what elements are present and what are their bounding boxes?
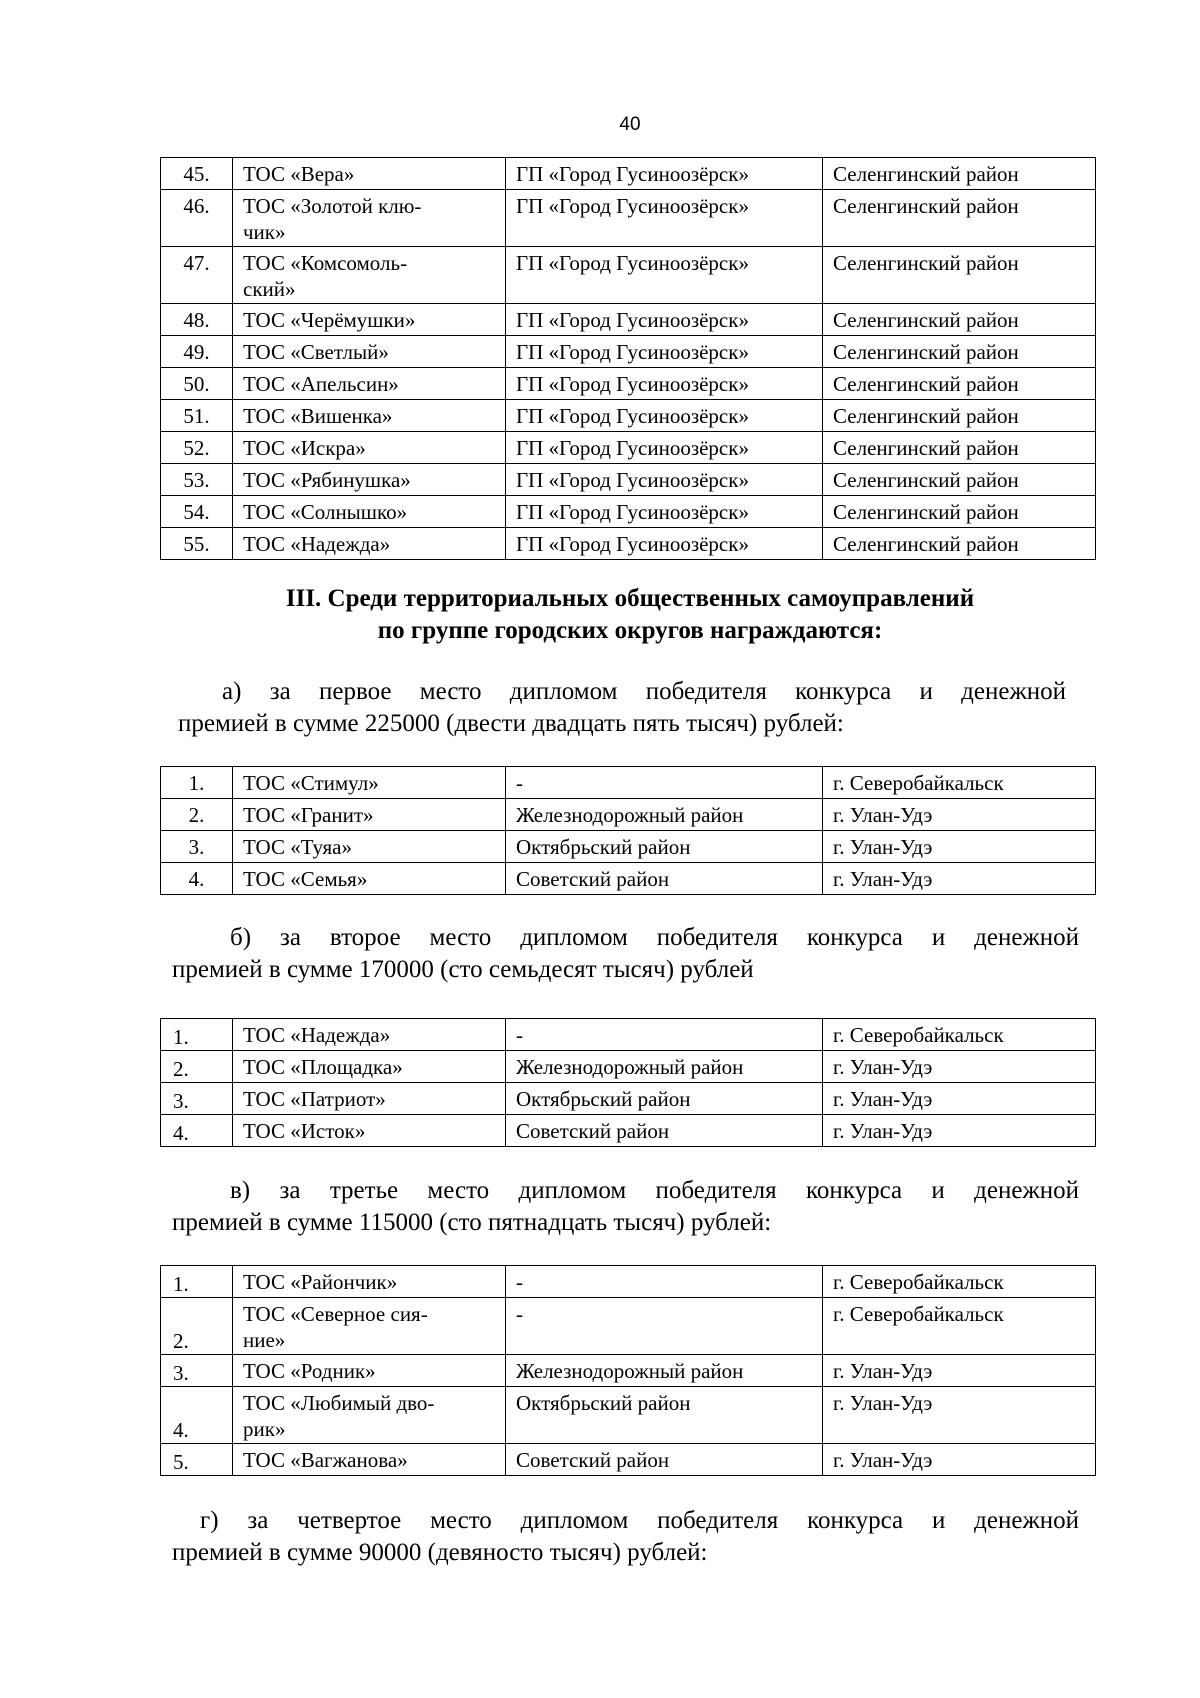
paragraph-line: премией в сумме 170000 (сто семьдесят тысяч) рублей [172,956,754,983]
tos-name: ТОС «Райончик» [233,1266,506,1298]
section-heading-line: III. Среди территориальных общественных самоуправлений [285,585,975,612]
district: Октябрьский район [506,1083,823,1115]
award-paragraph-third-place [172,1175,1079,1239]
table-row [161,1298,1096,1355]
district: Селенгинский район [823,528,1096,560]
award-paragraph-second-place [172,922,1079,986]
tos-name: ТОС «Туяа» [233,831,506,863]
table-row [161,158,1096,190]
tos-name: ТОС «Патриот» [233,1083,506,1115]
settlement: ГП «Город Гусиноозёрск» [506,158,823,190]
row-number: 2. [161,799,233,831]
district: Железнодорожный район [506,799,823,831]
district: Селенгинский район [823,304,1096,336]
tos-name: ТОС «Родник» [233,1355,506,1387]
row-number: 54. [161,496,233,528]
tos-name-line: ние» [243,1328,286,1352]
table-row [161,799,1096,831]
section-heading [0,583,1200,647]
row-number: 4. [161,1115,233,1147]
table-row [161,1083,1096,1115]
tos-name: ТОС «Вагжанова» [233,1444,506,1476]
district: Октябрьский район [506,831,823,863]
row-number: 46. [161,190,233,247]
table-row [161,247,1096,304]
paragraph-line: а) за первое место дипломом победителя конкурса и денежной [222,678,1066,705]
tos-name: ТОС «Рябинушка» [233,464,506,496]
row-number: 55. [161,528,233,560]
tos-name: ТОС «Вишенка» [233,400,506,432]
row-number: 48. [161,304,233,336]
tos-name-line: рик» [243,1417,286,1441]
city: г. Улан-Удэ [823,1083,1096,1115]
district: - [506,1266,823,1298]
table-row [161,1355,1096,1387]
settlement: ГП «Город Гусиноозёрск» [506,368,823,400]
tos-name: ТОС «Черёмушки» [233,304,506,336]
paragraph-line: в) за третье место дипломом победителя конкурса и денежной [230,1177,1079,1204]
tos-name-line: ТОС «Золотой клю- [243,194,422,218]
district: Советский район [506,1115,823,1147]
row-number: 2. [161,1298,233,1355]
row-number: 4. [161,1387,233,1444]
row-number: 51. [161,400,233,432]
table-row [161,863,1096,895]
tos-name: ТОС «Солнышко» [233,496,506,528]
city: г. Северобайкальск [823,1019,1096,1051]
city: г. Улан-Удэ [823,1387,1096,1444]
tos-name: ТОС «Надежда» [233,1019,506,1051]
paragraph-line: г) за четвертое место дипломом победителя конкурса и денежной [200,1507,1079,1534]
district: - [506,767,823,799]
tos-name-line: ский» [243,277,296,301]
section-heading-line: по группе городских округов награждаются: [377,617,883,644]
tos-name: ТОС «Стимул» [233,767,506,799]
district: - [506,1019,823,1051]
row-number: 1. [161,767,233,799]
settlement: ГП «Город Гусиноозёрск» [506,304,823,336]
tos-name: ТОС «Исток» [233,1115,506,1147]
city: г. Северобайкальск [823,1298,1096,1355]
table-row [161,190,1096,247]
tos-name-line: ТОС «Северное сия- [243,1302,428,1326]
tos-name: ТОС «Апельсин» [233,368,506,400]
paragraph-line: премией в сумме 225000 (двести двадцать пять тысяч) рублей: [178,710,844,737]
district: Селенгинский район [823,400,1096,432]
settlement: ГП «Город Гусиноозёрск» [506,190,823,247]
district: Селенгинский район [823,158,1096,190]
second-place-table [160,1018,1096,1147]
city: г. Улан-Удэ [823,1355,1096,1387]
tos-name: ТОС «Вера» [233,158,506,190]
row-number: 45. [161,158,233,190]
district: Октябрьский район [506,1387,823,1444]
award-paragraph-first-place [178,676,1066,740]
paragraph-line: б) за второе место дипломом победителя конкурса и денежной [230,924,1079,951]
tos-name-line: ТОС «Комсомоль- [243,251,408,275]
tos-name [233,1298,506,1355]
row-number: 3. [161,831,233,863]
table-row [161,528,1096,560]
row-number: 52. [161,432,233,464]
tos-name: ТОС «Светлый» [233,336,506,368]
table-row [161,336,1096,368]
district: Железнодорожный район [506,1051,823,1083]
table-row [161,464,1096,496]
district: Селенгинский район [823,190,1096,247]
table-row [161,831,1096,863]
city: г. Северобайкальск [823,767,1096,799]
settlement: ГП «Город Гусиноозёрск» [506,247,823,304]
settlement: ГП «Город Гусиноозёрск» [506,336,823,368]
row-number: 47. [161,247,233,304]
district: - [506,1298,823,1355]
page-number: 40 [619,114,641,135]
third-place-table [160,1265,1096,1476]
table-row [161,1444,1096,1476]
city: г. Северобайкальск [823,1266,1096,1298]
tos-name: ТОС «Площадка» [233,1051,506,1083]
tos-name [233,247,506,304]
settlement: ГП «Город Гусиноозёрск» [506,496,823,528]
city: г. Улан-Удэ [823,1051,1096,1083]
district: Селенгинский район [823,496,1096,528]
row-number: 4. [161,863,233,895]
tos-name: ТОС «Искра» [233,432,506,464]
award-paragraph-fourth-place [172,1505,1079,1569]
row-number: 49. [161,336,233,368]
row-number: 2. [161,1051,233,1083]
settlement: ГП «Город Гусиноозёрск» [506,400,823,432]
table-row [161,368,1096,400]
table-row [161,1266,1096,1298]
row-number: 1. [161,1266,233,1298]
table-row [161,767,1096,799]
settlement: ГП «Город Гусиноозёрск» [506,528,823,560]
settlement: ГП «Город Гусиноозёрск» [506,432,823,464]
tos-name: ТОС «Гранит» [233,799,506,831]
tos-name [233,1387,506,1444]
district: Селенгинский район [823,464,1096,496]
table-row [161,1019,1096,1051]
row-number: 3. [161,1355,233,1387]
city: г. Улан-Удэ [823,1115,1096,1147]
district: Селенгинский район [823,336,1096,368]
district: Советский район [506,1444,823,1476]
table-row [161,304,1096,336]
tos-name [233,190,506,247]
city: г. Улан-Удэ [823,1444,1096,1476]
table-row [161,1051,1096,1083]
paragraph-line: премией в сумме 90000 (девяносто тысяч) рублей: [172,1539,708,1566]
table-row [161,432,1096,464]
district: Селенгинский район [823,432,1096,464]
city: г. Улан-Удэ [823,831,1096,863]
district: Селенгинский район [823,368,1096,400]
tos-name-line: ТОС «Любимый дво- [243,1391,435,1415]
table-row [161,1115,1096,1147]
row-number: 1. [161,1019,233,1051]
district: Селенгинский район [823,247,1096,304]
settlement: ГП «Город Гусиноозёрск» [506,464,823,496]
city: г. Улан-Удэ [823,863,1096,895]
row-number: 50. [161,368,233,400]
city: г. Улан-Удэ [823,799,1096,831]
first-place-table [160,766,1096,895]
district: Железнодорожный район [506,1355,823,1387]
paragraph-line: премией в сумме 115000 (сто пятнадцать тысяч) рублей: [172,1209,772,1236]
row-number: 3. [161,1083,233,1115]
table-row [161,1387,1096,1444]
table-row [161,496,1096,528]
tos-name-line: чик» [243,220,286,244]
tos-table-continuation [160,157,1096,560]
table-row [161,400,1096,432]
district: Советский район [506,863,823,895]
row-number: 5. [161,1444,233,1476]
tos-name: ТОС «Надежда» [233,528,506,560]
tos-name: ТОС «Семья» [233,863,506,895]
row-number: 53. [161,464,233,496]
